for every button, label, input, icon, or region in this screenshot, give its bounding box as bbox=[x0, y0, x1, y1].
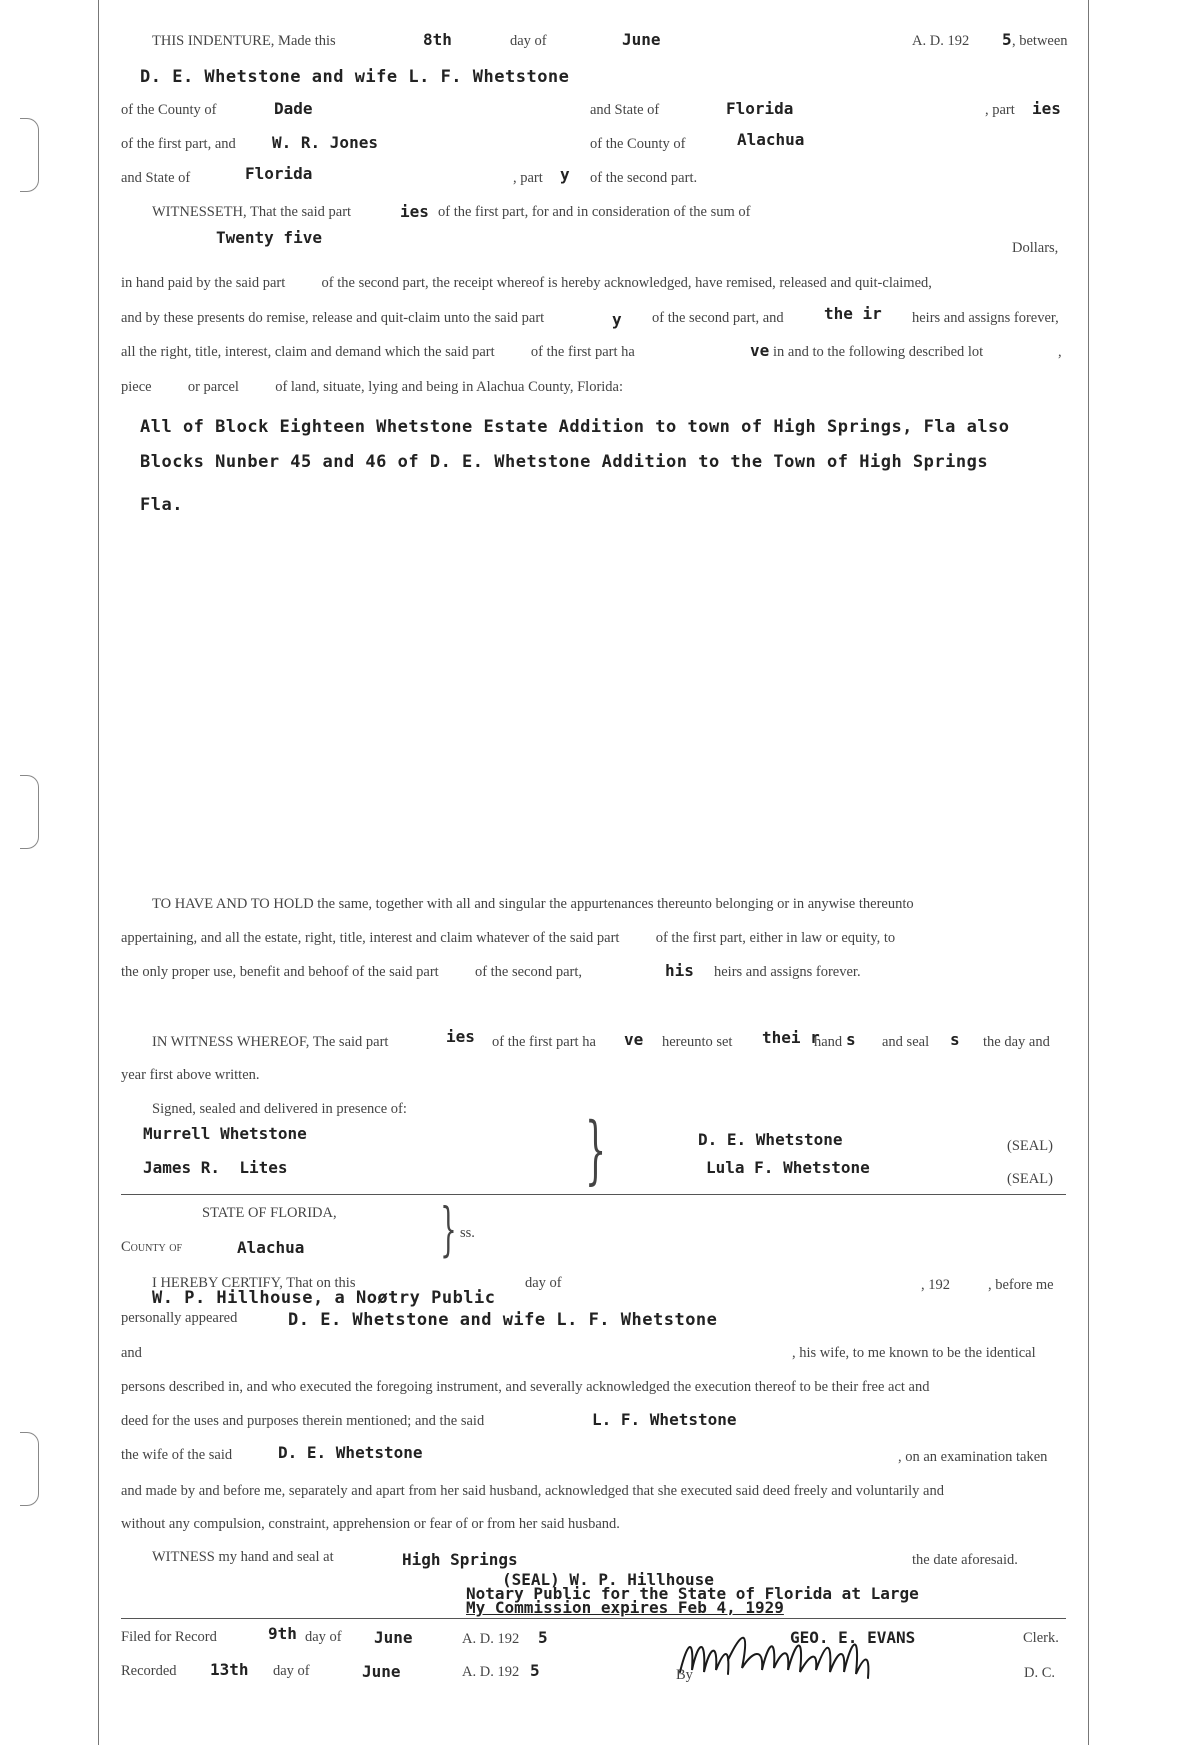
body-line-3b: in and to the following described lot bbox=[773, 344, 984, 360]
left-margin-line bbox=[98, 0, 99, 1745]
body-line-3-comma: , bbox=[1058, 344, 1062, 360]
witnesseth-label: WITNESSETH, That the said part bbox=[152, 204, 352, 220]
right-margin-line bbox=[1088, 0, 1089, 1745]
signed-in-presence: Signed, sealed and delivered in presence of: bbox=[152, 1101, 407, 1117]
ack-without: without any compulsion, constraint, apprehension or fear of or from her said husband. bbox=[121, 1516, 620, 1532]
body-line-2c: heirs and assigns forever, bbox=[912, 310, 1059, 326]
by-label: By bbox=[676, 1667, 693, 1683]
ad-label: A. D. 192 bbox=[912, 33, 970, 49]
dollars-label: Dollars, bbox=[1012, 240, 1059, 256]
description-line-2: Blocks Nunber 45 and 46 of D. E. Whetstone Addition to the Town of High Springs bbox=[140, 452, 989, 472]
grantor-state-label: and State of bbox=[590, 102, 660, 118]
body-line-1: in hand paid by the said part of the second part, the receipt whereof is hereby acknowledged, have remised, released and quit-claimed, bbox=[121, 275, 932, 291]
grantee-county: Alachua bbox=[737, 130, 805, 149]
seal-2: (SEAL) bbox=[1007, 1171, 1053, 1187]
ack-witness-hand: WITNESS my hand and seal at bbox=[152, 1549, 334, 1565]
habendum-line-1: TO HAVE AND TO HOLD the same, together with all and singular the appurtenances thereunto belonging or in anywise thereunto bbox=[152, 896, 914, 912]
ss-brace: } bbox=[440, 1195, 457, 1263]
ack-year-label: , 192 bbox=[921, 1277, 950, 1293]
notary-line-1: (SEAL) W. P. Hillhouse bbox=[502, 1570, 714, 1589]
recorded-day: 13th bbox=[210, 1660, 249, 1679]
grantor-county-label: of the County of bbox=[121, 102, 217, 118]
ack-made: and made by and before me, separately and apart from her said husband, acknowledged that she executed said deed freely and voluntarily and bbox=[121, 1483, 944, 1499]
recorded-ad: A. D. 192 bbox=[462, 1664, 520, 1680]
binder-hole-bottom bbox=[20, 1432, 39, 1506]
ack-ss: ss. bbox=[460, 1225, 475, 1241]
day-of-label: day of bbox=[510, 33, 547, 49]
habendum-line-2: appertaining, and all the estate, right, title, interest and claim whatever of the said part of the first part, either in law or equity, to bbox=[121, 930, 896, 946]
habendum-line-3b: heirs and assigns forever. bbox=[714, 964, 861, 980]
clerk-label: Clerk. bbox=[1023, 1630, 1059, 1646]
notary-line-2: Notary Public for the State of Florida at Large bbox=[466, 1584, 919, 1603]
signer-2-name: Lula F. Whetstone bbox=[706, 1158, 870, 1177]
witness-whereof-b-suffix: ve bbox=[624, 1030, 644, 1049]
acknowledgment-divider bbox=[121, 1194, 1066, 1195]
ack-county-label: County of bbox=[121, 1239, 183, 1255]
body-line-2b: of the second part, and bbox=[652, 310, 784, 326]
binder-hole-middle bbox=[20, 775, 39, 849]
deputy-clerk-signature bbox=[672, 1620, 902, 1690]
seal-1: (SEAL) bbox=[1007, 1138, 1053, 1154]
ack-exam: , on an examination taken bbox=[898, 1449, 1048, 1465]
ack-certify: I HEREBY CERTIFY, That on this bbox=[152, 1275, 356, 1291]
recorded-day-of: day of bbox=[273, 1663, 310, 1679]
ack-county: Alachua bbox=[237, 1238, 305, 1257]
grantee-part-suffix: y bbox=[560, 165, 570, 184]
ack-wife-name: L. F. Whetstone bbox=[592, 1410, 737, 1429]
witness-1-name: Murrell Whetstone bbox=[143, 1124, 307, 1143]
filed-day-of: day of bbox=[305, 1629, 342, 1645]
description-line-3: Fla. bbox=[140, 495, 183, 515]
grantee-name: W. R. Jones bbox=[272, 133, 378, 152]
ack-persons: persons described in, and who executed the foregoing instrument, and severally acknowledged the execution thereof to be their free act and bbox=[121, 1379, 930, 1395]
grantor-names: D. E. Whetstone and wife L. F. Whetstone bbox=[140, 67, 570, 87]
recorded-year: 5 bbox=[530, 1661, 540, 1680]
witness-whereof-b: of the first part ha bbox=[492, 1034, 596, 1050]
description-line-1: All of Block Eighteen Whetstone Estate Addition to town of High Springs, Fla also bbox=[140, 417, 1010, 437]
consideration-amount: Twenty five bbox=[216, 228, 322, 247]
between-label: , between bbox=[1012, 33, 1068, 49]
ack-and: and bbox=[121, 1345, 142, 1361]
binder-hole-top bbox=[20, 118, 39, 192]
recorded-label: Recorded bbox=[121, 1663, 177, 1679]
grantor-part-suffix: ies bbox=[1032, 99, 1061, 118]
witness-2-name: James R. Lites bbox=[143, 1158, 288, 1177]
first-part-label: of the first part, and bbox=[121, 136, 236, 152]
indenture-day: 8th bbox=[423, 30, 452, 49]
grantee-state: Florida bbox=[245, 164, 313, 183]
ack-date-aforesaid: the date aforesaid. bbox=[912, 1552, 1018, 1568]
body-line-3a: all the right, title, interest, claim and demand which the said part of the first part ha bbox=[121, 344, 635, 360]
ack-place: High Springs bbox=[402, 1550, 518, 1569]
dc-label: D. C. bbox=[1024, 1665, 1056, 1681]
filed-month: June bbox=[374, 1628, 413, 1647]
ack-state: STATE OF FLORIDA, bbox=[202, 1205, 337, 1221]
ack-his-wife: , his wife, to me known to be the identical bbox=[792, 1345, 1036, 1361]
grantee-state-label: and State of bbox=[121, 170, 191, 186]
body-line-2a: and by these presents do remise, release and quit-claim unto the said part bbox=[121, 310, 545, 326]
clerk-name: GEO. E. EVANS bbox=[790, 1628, 916, 1647]
consideration-text: of the first part, for and in consideration of the sum of bbox=[438, 204, 751, 220]
body-line-3-suffix: ve bbox=[750, 341, 770, 360]
ack-day-of: day of bbox=[525, 1275, 562, 1291]
grantee-part-label: , part bbox=[513, 170, 543, 186]
indenture-year-digit: 5 bbox=[1002, 30, 1012, 49]
grantor-county: Dade bbox=[274, 99, 313, 118]
second-part-label: of the second part. bbox=[590, 170, 698, 186]
witness-whereof-d-suffix: s bbox=[846, 1030, 856, 1049]
signature-brace: } bbox=[584, 1107, 607, 1193]
grantor-part-label: , part bbox=[985, 102, 1015, 118]
ack-wife-of: the wife of the said bbox=[121, 1447, 233, 1463]
grantor-state: Florida bbox=[726, 99, 794, 118]
filing-divider bbox=[121, 1618, 1066, 1619]
witness-whereof-f: the day and bbox=[983, 1034, 1050, 1050]
habendum-line-3a: the only proper use, benefit and behoof of the said part of the second part, bbox=[121, 964, 583, 980]
notary-line-3: My Commission expires Feb 4, 1929 bbox=[466, 1598, 784, 1617]
ack-officer: W. P. Hillhouse, a Noøtry Public bbox=[152, 1288, 496, 1308]
witnesseth-parties-suffix: ies bbox=[400, 202, 429, 221]
filed-year: 5 bbox=[538, 1628, 548, 1647]
grantee-county-label: of the County of bbox=[590, 136, 686, 152]
ack-appeared: personally appeared bbox=[121, 1310, 238, 1326]
witness-whereof-c: hereunto set bbox=[662, 1034, 733, 1050]
witness-whereof-d: hand bbox=[814, 1034, 843, 1050]
witness-line-2: year first above written. bbox=[121, 1067, 260, 1083]
indenture-intro: THIS INDENTURE, Made this bbox=[152, 33, 336, 49]
recorded-month: June bbox=[362, 1662, 401, 1681]
witness-whereof-e: and seal bbox=[882, 1034, 930, 1050]
ack-before-me: , before me bbox=[988, 1277, 1054, 1293]
body-line-4: piece or parcel of land, situate, lying and being in Alachua County, Florida: bbox=[121, 379, 624, 395]
ack-husband-name: D. E. Whetstone bbox=[278, 1443, 423, 1462]
signer-1-name: D. E. Whetstone bbox=[698, 1130, 843, 1149]
ack-appeared-names: D. E. Whetstone and wife L. F. Whetstone bbox=[288, 1310, 718, 1330]
ack-deed: deed for the uses and purposes therein mentioned; and the said bbox=[121, 1413, 485, 1429]
body-line-2-their: the ir bbox=[824, 304, 882, 323]
witness-whereof-a-suffix: ies bbox=[446, 1027, 475, 1046]
filed-ad: A. D. 192 bbox=[462, 1631, 520, 1647]
habendum-his: his bbox=[665, 961, 694, 980]
filed-day: 9th bbox=[268, 1624, 297, 1643]
body-line-2-suffix: y bbox=[612, 310, 622, 329]
filed-label: Filed for Record bbox=[121, 1629, 217, 1645]
witness-whereof-their: thei r bbox=[762, 1028, 820, 1047]
indenture-month: June bbox=[622, 30, 661, 49]
witness-whereof-e-suffix: s bbox=[950, 1030, 960, 1049]
witness-whereof-a: IN WITNESS WHEREOF, The said part bbox=[152, 1034, 389, 1050]
